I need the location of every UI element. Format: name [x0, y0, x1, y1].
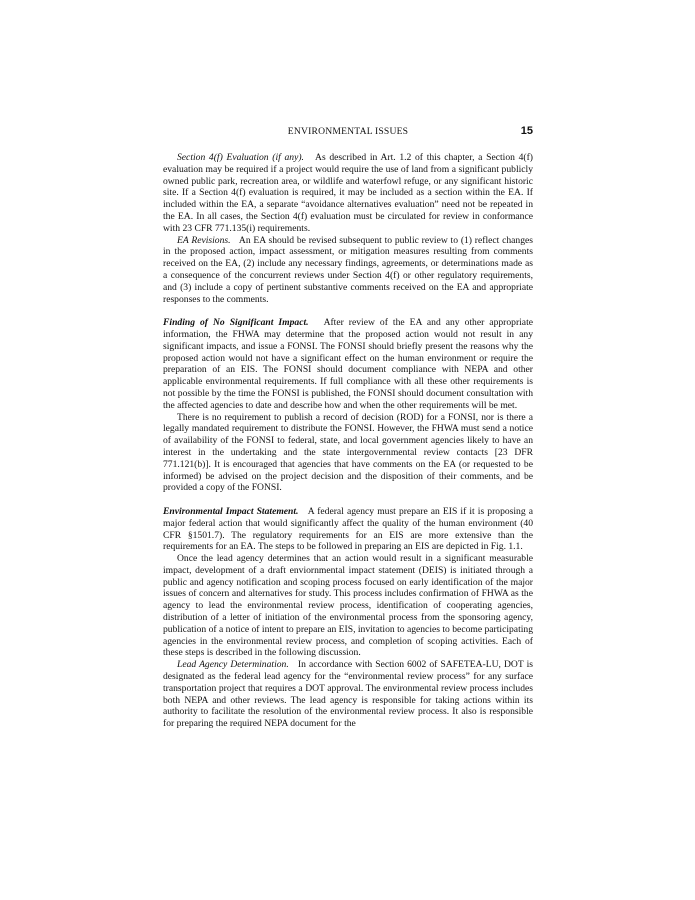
- run-in-heading: Section 4(f) Evaluation (if any).: [177, 152, 304, 163]
- paragraph-text: A federal agency must prepare an EIS if it is proposing a major federal action that would significantly affect the quality of the human environment (40 CFR §1501.7). The regulatory requirements for an EIS are more extensive than the requirements for an EA. The steps to be followed in preparing an EIS are depicted in Fig. 1.1.: [163, 505, 533, 553]
- paragraph-fonsi-rod: [163, 412, 533, 495]
- run-in-heading: Lead Agency Determination.: [177, 659, 289, 671]
- body-text: [163, 152, 533, 730]
- paragraph-fonsi: [163, 317, 533, 411]
- paragraph-eis: [163, 506, 533, 553]
- run-in-heading: EA Revisions.: [177, 234, 231, 246]
- page-number: 15: [520, 125, 533, 137]
- running-head: [163, 126, 533, 140]
- paragraph-text: In accordance with Section 6002 of SAFETEA-LU, DOT is designated as the federal lead agency for the “environmental review process” for any surface transportation project that requires a DOT approval. The environmental review process includes both NEPA and other reviews. The lead agency is responsible for taking actions within its authority to facilitate the resolution of the environmental review process. It also is responsible for preparing the required NEPA document for the: [163, 659, 533, 730]
- paragraph-text: An EA should be revised subsequent to public review to (1) reflect changes in the proposed action, impact assessment, or mitigation measures resulting from comments received on the EA, (2) include any necessary findings, agreements, or determinations made as a consequence of the concurrent reviews under Section 4(f) or other regulatory requirements, and (3) include a copy of pertinent substantive comments received on the EA and appropriate responses to the comments.: [163, 234, 533, 305]
- section-heading: Finding of No Significant Impact.: [163, 317, 309, 329]
- paragraph-ea-revisions: [163, 235, 533, 306]
- paragraph-deis-process: [163, 553, 533, 659]
- paragraph-lead-agency: [163, 659, 533, 730]
- running-title: ENVIRONMENTAL ISSUES: [287, 126, 409, 137]
- paragraph-text: There is no requirement to publish a record of decision (ROD) for a FONSI, nor is there a legally mandated requirement to distribute the FONSI. However, the FHWA must send a notice of availability of the FONSI to federal, state, and local government agencies likely to have an interest in the undertaking and the state intergovernmental review contacts [23 DFR 771.121(b)]. It is encouraged that agencies that have comments on the EA (or requested to be informed) be advised on the project decision and the disposition of their comments, and be provided a copy of the FONSI.: [163, 411, 533, 494]
- paragraph-text: Once the lead agency determines that an action would result in a significant measurable impact, development of a draft enviornmental impact statement (DEIS) is initiated through a public and agency notification and scoping process focused on early identification of the major issues of concern and alternatives for study. This process includes confirmation of FHWA as the agency to lead the environmental review process, identification of cooperating agencies, distribution of a letter of initiation of the environmental process from the sponsoring agency, publication of a notice of intent to prepare an EIS, invitation to agencies to become participating agencies in the environmental review process, and completion of scoping activities. Each of these steps is described in the following discussion.: [163, 553, 533, 659]
- paragraph-section-4f: [163, 152, 533, 235]
- paragraph-text: As described in Art. 1.2 of this chapter, a Section 4(f) evaluation may be required if a project would require the use of land from a significant publicly owned public park, recreation area, or wildlife and waterfowl refuge, or any significant historic site. If a Section 4(f) evaluation is required, it may be included as a section within the EA. If included within the EA, a separate “avoidance alternatives evaluation” need not be repeated in the EA. In all cases, the Section 4(f) evaluation must be circulated for review in conformance with 23 CFR 771.135(i) requirements.: [163, 152, 533, 234]
- section-heading: Environmental Impact Statement.: [163, 505, 299, 517]
- paragraph-text: After review of the EA and any other appropriate information, the FHWA may determine that the proposed action would not result in any significant impacts, and issue a FONSI. The FONSI should briefly present the reasons why the proposed action would not have a significant effect on the human environment or require the preparation of an EIS. The FONSI should document compliance with NEPA and other applicable environmental requirements. If full compliance with all these other requirements is not possible by the time the FONSI is published, the FONSI should document consultation with the affected agencies to date and describe how and when the other requirements will be met.: [163, 317, 533, 411]
